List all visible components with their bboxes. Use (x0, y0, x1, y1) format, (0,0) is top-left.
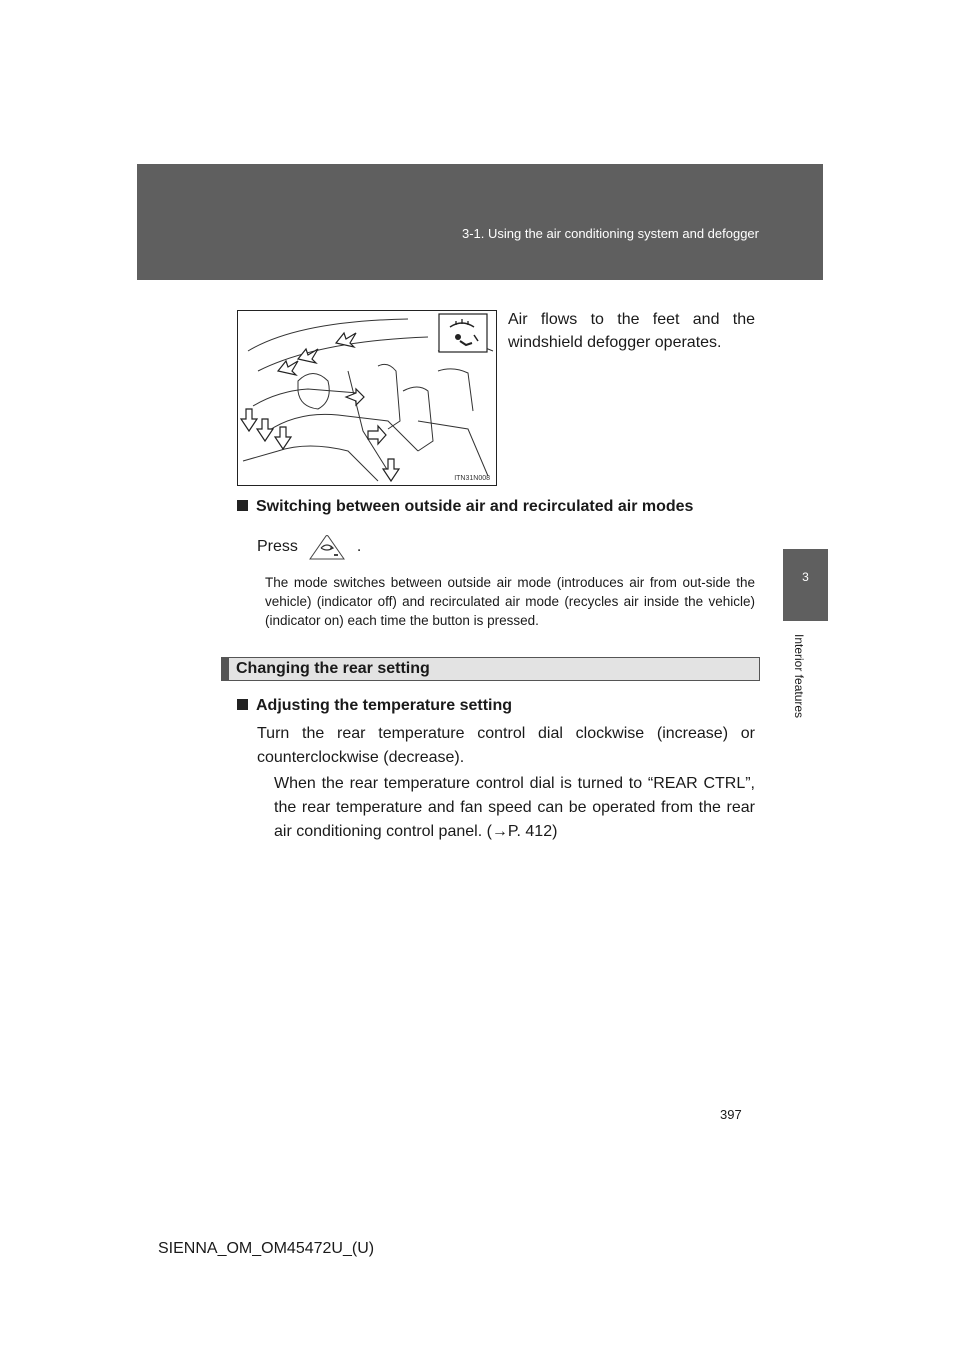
rear-ctrl-note: When the rear temperature control dial is turned to “REAR CTRL”, the rear temperature and fan speed can be operated from the rear air conditioning control panel. (→P. 412) (274, 775, 755, 840)
temperature-body: Turn the rear temperature control dial clockwise (increase) or counterclockwise (decrease). (257, 725, 755, 766)
document-code: SIENNA_OM_OM45472U_(U) (158, 1240, 375, 1257)
page-header (137, 164, 823, 280)
section-title: 3-1. Using the air conditioning system and defogger (461, 226, 759, 241)
figure-description: Air flows to the feet and the windshield defogger operates. (508, 311, 755, 351)
cabin-airflow-illustration (237, 310, 497, 486)
chapter-label-text: Interior features (792, 634, 806, 719)
figure-code: ITN31N008 (454, 475, 490, 482)
feet-defog-mode-icon (438, 313, 488, 353)
section-header-edge (222, 658, 229, 680)
bullet-square-icon (237, 500, 248, 511)
page-number: 397 (720, 1107, 742, 1122)
air-modes-note: The mode switches between outside air mode (introduces air from out-side the vehicle) (indicator off) and recirculated air mode (recycles air inside the vehicle) (indicator on) each time the button is pressed. (265, 575, 755, 628)
chapter-tab (783, 549, 828, 621)
air-modes-heading (237, 498, 693, 516)
chapter-number: 3 (802, 570, 809, 584)
bullet-square-icon (237, 699, 248, 710)
section-title-rear-setting: Changing the rear setting (236, 660, 430, 677)
press-instruction (257, 533, 361, 561)
recirculation-button-icon (308, 533, 346, 561)
press-prefix: Press (257, 538, 298, 556)
press-suffix: . (356, 538, 362, 556)
temperature-heading-text: Adjusting the temperature setting (256, 697, 513, 714)
air-modes-heading-text: Switching between outside air and recirculated air modes (256, 498, 694, 515)
chapter-label (792, 634, 814, 734)
section-header-rear-setting (221, 657, 760, 681)
temperature-heading (237, 697, 512, 715)
